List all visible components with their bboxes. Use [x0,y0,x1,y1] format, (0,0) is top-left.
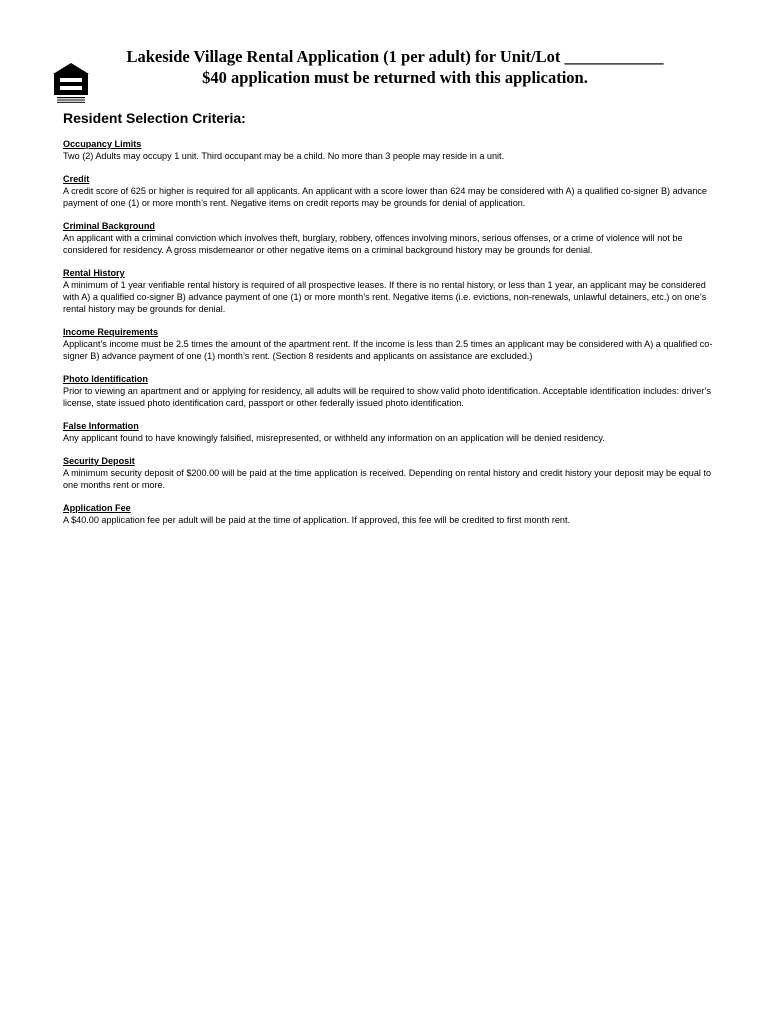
section-title: Occupancy Limits [63,139,142,149]
section-rental-history [63,267,723,315]
section-text: A $40.00 application fee per adult will be paid at the time of application. If approved, this fee will be credited to first month rent. [63,515,571,525]
section-application-fee [63,502,723,526]
section-text: Applicant’s income must be 2.5 times the amount of the apartment rent. If the income is less than 2.5 times an applicant may be considered with A) a qualified co-signer B) advance payment of one (1) month’s rent. (Section 8 residents and applicants on assistance are excluded.) [63,339,713,361]
section-title: Criminal Background [63,221,155,231]
section-security-deposit [63,455,723,491]
section-title: Application Fee [63,503,131,513]
section-text: A minimum security deposit of $200.00 will be paid at the time application is received. Depending on rental history and credit history your deposit may be equal to one months rent or more. [63,468,712,490]
section-photo-identification [63,373,723,409]
section-false-information [63,420,723,444]
section-text: A minimum of 1 year verifiable rental history is required of all prospective leases. If there is no rental history, or less than 1 year, an applicant may be considered with A) a qualified co-signer B) advance payment of one (1) or more month’s rent. Negative items (i.e. evictions, non-renewals, unlawful detainers, etc.) on one’s rental history may be grounds for denial. [63,280,707,314]
title-line-2: $40 application must be returned with this application. [202,68,588,87]
section-title: Security Deposit [63,456,135,466]
title-line-1: Lakeside Village Rental Application (1 per adult) for Unit/Lot ____________ [126,47,664,66]
section-text: A credit score of 625 or higher is required for all applicants. An applicant with a score lower than 624 may be considered with A) a qualified co-signer B) advance payment of one (1) or more month’s rent. Negative items on credit reports may be grounds for denial of application. [63,186,707,208]
section-text: An applicant with a criminal conviction which involves theft, burglary, robbery, offences involving minors, serious offenses, or a crime of violence will not be considered for residency. A gross misdemeanor or other negative items on a criminal background history may be grounds for denial. [63,233,683,255]
section-income-requirements [63,326,723,362]
section-title: Income Requirements [63,327,159,337]
section-text: Prior to viewing an apartment and or applying for residency, all adults will be required to show valid photo identification. Acceptable identification includes: driver’s license, state issued photo identification card, passport or other federally issued photo identification. [63,386,712,408]
resident-selection-criteria-heading: Resident Selection Criteria: [63,110,246,126]
section-title: Credit [63,174,90,184]
section-text: Two (2) Adults may occupy 1 unit. Third occupant may be a child. No more than 3 people may reside in a unit. [63,151,505,161]
section-credit [63,173,723,209]
section-occupancy-limits [63,138,723,162]
section-title: Rental History [63,268,125,278]
section-text: Any applicant found to have knowingly falsified, misrepresented, or withheld any information on an application will be denied residency. [63,433,605,443]
criteria-sections [63,138,723,537]
section-criminal-background [63,220,723,256]
section-title: False Information [63,421,139,431]
section-title: Photo Identification [63,374,148,384]
application-title [100,46,690,88]
equal-housing-opportunity-icon [52,62,90,104]
